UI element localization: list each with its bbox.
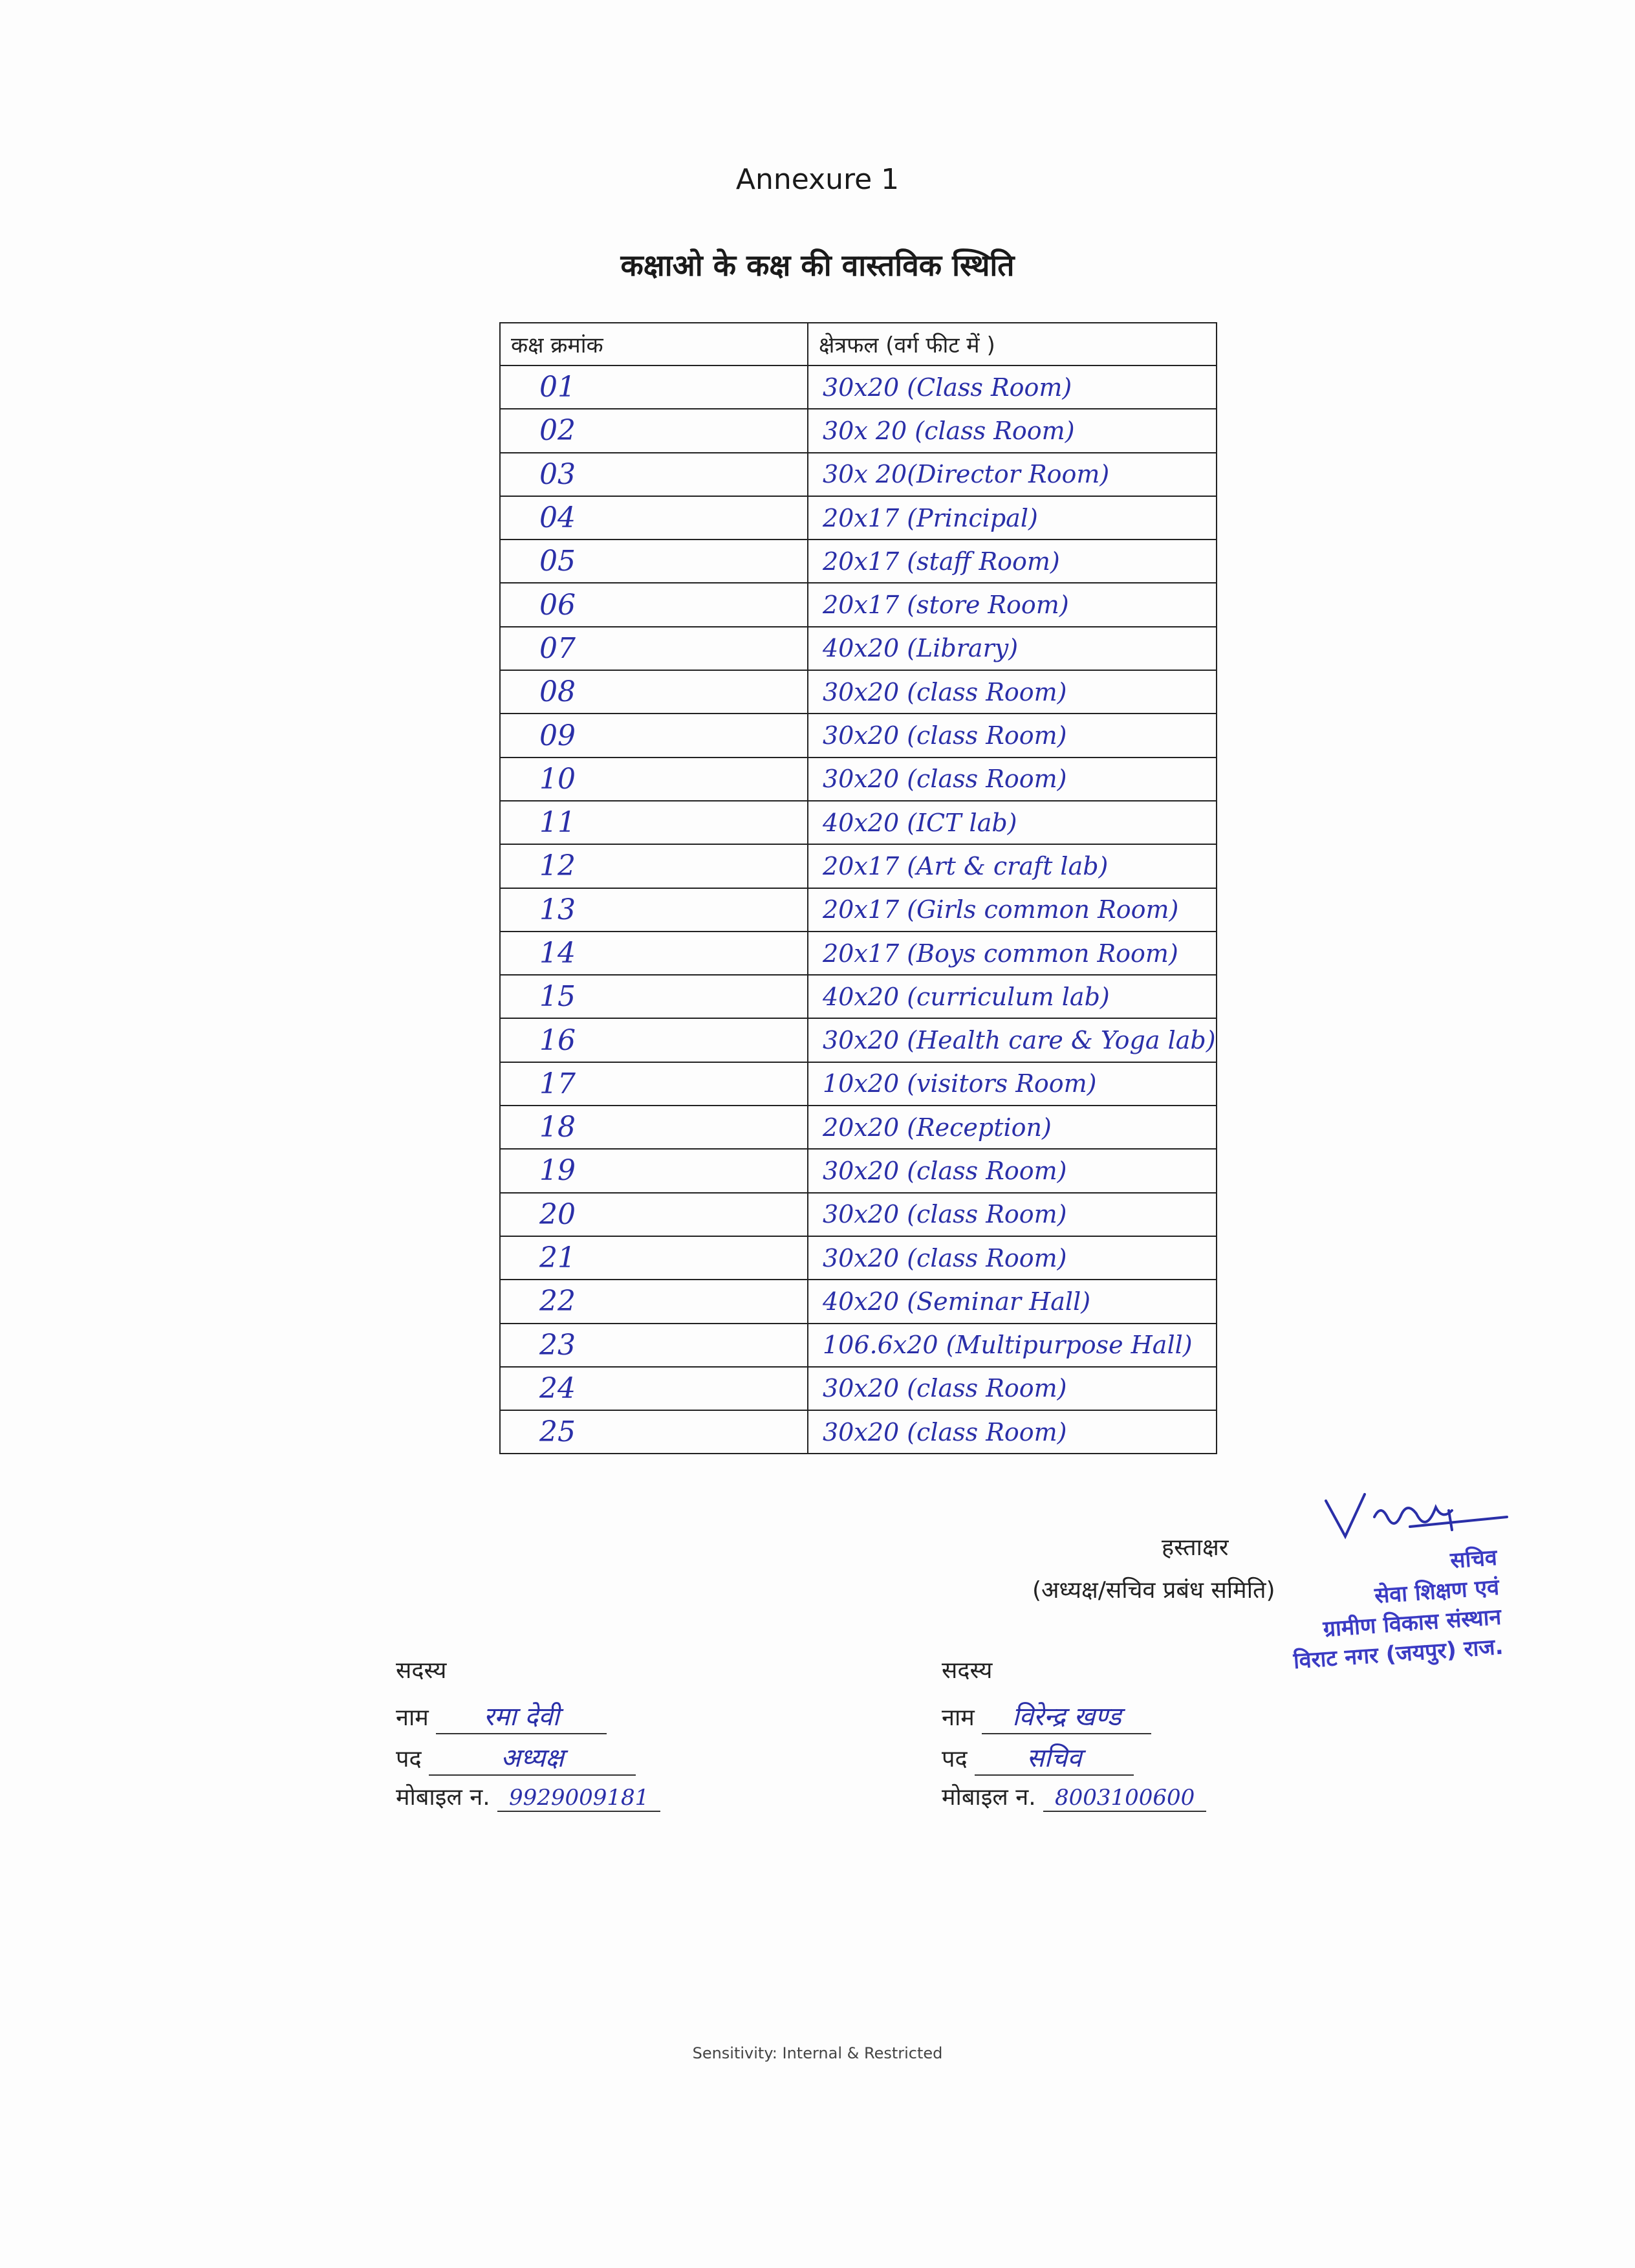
- signature-label: हस्ताक्षर: [1162, 1534, 1229, 1561]
- table-row: [500, 1106, 1217, 1149]
- room-number-cell: 24: [500, 1367, 808, 1410]
- room-area-cell: 30x20 (class Room): [808, 758, 1217, 801]
- room-area-cell: 20x17 (Art & craft lab): [808, 844, 1217, 888]
- member-left-mobile-value: 9929009181: [497, 1785, 660, 1812]
- member-right-heading: सदस्य: [942, 1657, 993, 1684]
- name-label: नाम: [396, 1705, 429, 1731]
- table-row: [500, 1280, 1217, 1323]
- table-row: [500, 714, 1217, 757]
- room-number-cell: 06: [500, 583, 808, 626]
- room-area-cell: 30x20 (class Room): [808, 1367, 1217, 1410]
- room-number-cell: 14: [500, 932, 808, 975]
- table-row: [500, 844, 1217, 888]
- room-area-cell: 30x20 (class Room): [808, 1149, 1217, 1192]
- organization-stamp: [1212, 1543, 1504, 1681]
- table-row: [500, 1062, 1217, 1106]
- room-number-cell: 02: [500, 409, 808, 452]
- stamp-line: विराट नगर (जयपुर) राज.: [1292, 1633, 1504, 1675]
- table-row: [500, 496, 1217, 540]
- room-number-cell: 18: [500, 1106, 808, 1149]
- member-left-name-row: [396, 1697, 607, 1734]
- mobile-label: मोबाइल न.: [942, 1784, 1036, 1811]
- table-row: [500, 801, 1217, 844]
- room-number-cell: 20: [500, 1193, 808, 1236]
- page-title: कक्षाओ के कक्ष की वास्तविक स्थिति: [620, 248, 1015, 283]
- room-number-cell: 17: [500, 1062, 808, 1106]
- stamp-line: सेवा शिक्षण एवं: [1373, 1574, 1500, 1609]
- member-right-name-row: [942, 1697, 1151, 1734]
- room-area-cell: 30x 20(Director Room): [808, 453, 1217, 496]
- signature-image: [1319, 1488, 1513, 1546]
- room-area-cell: 40x20 (curriculum lab): [808, 975, 1217, 1018]
- annexure-title: Annexure 1: [735, 163, 900, 196]
- table-row: [500, 1236, 1217, 1280]
- room-number-cell: 25: [500, 1410, 808, 1454]
- room-number-cell: 07: [500, 627, 808, 670]
- post-label: पद: [942, 1746, 968, 1772]
- room-number-cell: 03: [500, 453, 808, 496]
- room-area-cell: 106.6x20 (Multipurpose Hall): [808, 1324, 1217, 1367]
- member-right-post-value: सचिव: [975, 1739, 1134, 1776]
- table-row: [500, 1367, 1217, 1410]
- room-area-cell: 20x17 (Girls common Room): [808, 888, 1217, 932]
- member-right-name-value: विरेन्द्र खण्ड: [982, 1697, 1151, 1734]
- table-row: [500, 409, 1217, 452]
- room-area-cell: 40x20 (Seminar Hall): [808, 1280, 1217, 1323]
- table-row: [500, 583, 1217, 626]
- room-area-cell: 40x20 (Library): [808, 627, 1217, 670]
- member-left-post-value: अध्यक्ष: [429, 1739, 636, 1776]
- room-area-cell: 30x 20 (class Room): [808, 409, 1217, 452]
- room-number-cell: 08: [500, 670, 808, 714]
- table-row: [500, 365, 1217, 409]
- table-row: [500, 932, 1217, 975]
- room-number-cell: 23: [500, 1324, 808, 1367]
- signature-designation: (अध्यक्ष/सचिव प्रबंध समिति): [1032, 1577, 1275, 1604]
- table-row: [500, 758, 1217, 801]
- room-area-cell: 20x17 (Principal): [808, 496, 1217, 540]
- room-number-cell: 15: [500, 975, 808, 1018]
- table-row: [500, 670, 1217, 714]
- room-number-cell: 11: [500, 801, 808, 844]
- room-number-cell: 22: [500, 1280, 808, 1323]
- table-header-row: [500, 323, 1217, 365]
- room-area-cell: 20x17 (store Room): [808, 583, 1217, 626]
- room-number-cell: 09: [500, 714, 808, 757]
- table-row: [500, 1149, 1217, 1192]
- room-number-cell: 04: [500, 496, 808, 540]
- sensitivity-footer: Sensitivity: Internal & Restricted: [692, 2044, 943, 2062]
- room-area-cell: 30x20 (class Room): [808, 714, 1217, 757]
- room-area-cell: 40x20 (ICT lab): [808, 801, 1217, 844]
- table-row: [500, 1018, 1217, 1062]
- room-number-cell: 05: [500, 540, 808, 583]
- room-number-cell: 19: [500, 1149, 808, 1192]
- member-left-name-value: रमा देवी: [436, 1697, 607, 1734]
- table-row: [500, 627, 1217, 670]
- room-table: [499, 322, 1217, 1454]
- room-area-cell: 30x20 (class Room): [808, 1410, 1217, 1454]
- room-area-cell: 30x20 (class Room): [808, 1193, 1217, 1236]
- member-right-mobile-value: 8003100600: [1043, 1785, 1206, 1812]
- table-row: [500, 888, 1217, 932]
- room-area-cell: 20x20 (Reception): [808, 1106, 1217, 1149]
- mobile-label: मोबाइल न.: [396, 1784, 490, 1811]
- member-left-post-row: [396, 1739, 636, 1776]
- room-area-cell: 20x17 (staff Room): [808, 540, 1217, 583]
- member-left-heading: सदस्य: [396, 1657, 447, 1684]
- table-row: [500, 453, 1217, 496]
- stamp-line: ग्रामीण विकास संस्थान: [1322, 1604, 1502, 1642]
- table-row: [500, 1193, 1217, 1236]
- room-number-cell: 01: [500, 365, 808, 409]
- room-area-cell: 30x20 (Class Room): [808, 365, 1217, 409]
- room-number-cell: 13: [500, 888, 808, 932]
- table-row: [500, 1410, 1217, 1454]
- room-area-cell: 20x17 (Boys common Room): [808, 932, 1217, 975]
- room-number-cell: 10: [500, 758, 808, 801]
- room-area-cell: 30x20 (class Room): [808, 1236, 1217, 1280]
- room-area-cell: 30x20 (Health care & Yoga lab): [808, 1018, 1217, 1062]
- room-number-cell: 21: [500, 1236, 808, 1280]
- member-right-post-row: [942, 1739, 1134, 1776]
- table-row: [500, 1324, 1217, 1367]
- name-label: नाम: [942, 1705, 975, 1731]
- table-row: [500, 975, 1217, 1018]
- table-row: [500, 540, 1217, 583]
- room-number-cell: 12: [500, 844, 808, 888]
- room-area-cell: 30x20 (class Room): [808, 670, 1217, 714]
- post-label: पद: [396, 1746, 422, 1772]
- stamp-line: सचिव: [1449, 1544, 1499, 1574]
- table-body: [500, 365, 1217, 1454]
- header-area: क्षेत्रफल (वर्ग फीट में ): [808, 323, 1217, 365]
- header-room-number: कक्ष क्रमांक: [500, 323, 808, 365]
- room-area-cell: 10x20 (visitors Room): [808, 1062, 1217, 1106]
- room-number-cell: 16: [500, 1018, 808, 1062]
- member-left-mobile-row: [396, 1780, 660, 1812]
- member-right-mobile-row: [942, 1780, 1206, 1812]
